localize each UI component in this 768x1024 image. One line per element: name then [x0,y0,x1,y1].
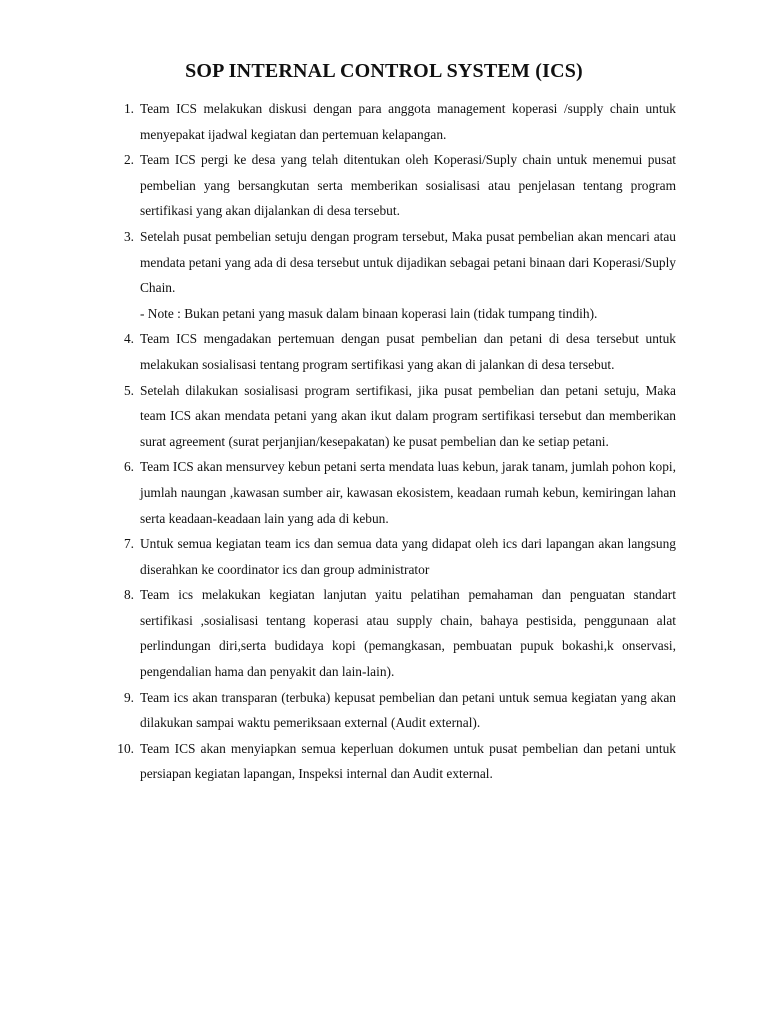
list-item [106,736,676,787]
item-number: 6. [123,459,134,475]
item-number: 5. [123,382,134,398]
item-number: 8. [123,587,134,603]
item-text: Untuk semua kegiatan team ics dan semua data yang didapat oleh ics dari lapangan akan langsung diserahkan ke coordinator ics dan group administrator [140,536,676,577]
list-item [106,378,676,455]
list-item [106,582,676,684]
list-item [106,326,676,377]
item-text: Team ICS mengadakan pertemuan dengan pusat pembelian dan petani di desa tersebut untuk melakukan sosialisasi tentang program sertifikasi yang akan di jalankan di desa tersebut. [140,331,676,372]
item-note: - Note : Bukan petani yang masuk dalam binaan koperasi lain (tidak tumpang tindih). [140,305,598,321]
item-number: 4. [123,331,134,347]
list-item [106,147,676,224]
item-text: Team ics akan transparan (terbuka) kepusat pembelian dan petani untuk semua kegiatan yang akan dilakukan sampai waktu pemeriksaan external (Audit external). [140,689,676,731]
item-number: 7. [123,536,134,552]
item-text: Team ICS akan mensurvey kebun petani serta mendata luas kebun, jarak tanam, jumlah pohon kopi, jumlah naungan ,kawasan sumber air, kawasan ekosistem, keadaan rumah kebun, kemiringan lahan serta keadaan-keadaan lain yang ada di kebun. [140,459,676,526]
item-text: Team ICS melakukan diskusi dengan para anggota management koperasi /supply chain untuk menyepakat ijadwal kegiatan dan pertemuan kelapangan. [140,101,676,142]
list-item [106,454,676,531]
item-text: Team ICS pergi ke desa yang telah ditentukan oleh Koperasi/Suply chain untuk menemui pusat pembelian yang bersangkutan serta memberikan sosialisasi atau penjelasan tentang program sertifikasi yang akan dijalankan di desa tersebut. [140,152,676,219]
list-item [106,96,676,147]
item-text: Setelah pusat pembelian setuju dengan program tersebut, Maka pusat pembelian akan mencari atau mendata petani yang ada di desa tersebut untuk dijadikan sebagai petani binaan dari Koperasi/Suply Chain. [140,228,676,296]
item-number: 2. [123,152,134,168]
list-item [106,224,676,326]
item-text: Setelah dilakukan sosialisasi program sertifikasi, jika pusat pembelian dan petani setuju, Maka team ICS akan mendata petani yang akan ikut dalam program sertifikasi tersebut dan memberikan surat agreement (surat perjanjian/kesepakatan) ke pusat pembelian dan ke setiap petani. [140,382,676,449]
item-number: 3. [123,228,134,244]
list-item [106,531,676,582]
item-number: 1. [123,101,134,116]
item-text: Team ICS akan menyiapkan semua keperluan dokumen untuk pusat pembelian dan petani untuk persiapan kegiatan lapangan, Inspeksi internal dan Audit external. [140,740,676,782]
item-number: 9. [123,689,134,705]
sop-steps-list [106,96,676,787]
item-number: 10. [117,740,134,756]
list-item [106,685,676,736]
item-text: Team ics melakukan kegiatan lanjutan yaitu pelatihan pemahaman dan penguatan standart sertifikasi ,sosialisasi tentang koperasi atau supply chain, bahaya pestisida, penggunaan alat perlindungan diri,serta budidaya kopi (pemangkasan, pembuatan pupuk bokashi,k onservasi, pengendalian hama dan penyakit dan lain-lain). [140,587,676,680]
document-title: SOP INTERNAL CONTROL SYSTEM (ICS) [185,60,583,82]
